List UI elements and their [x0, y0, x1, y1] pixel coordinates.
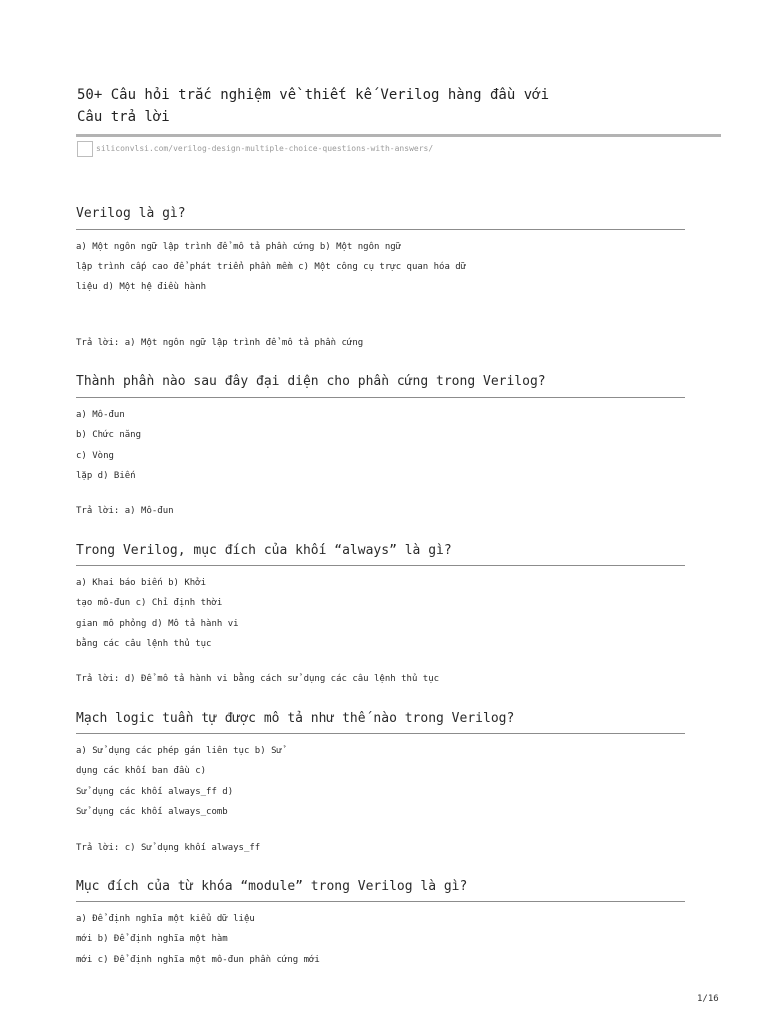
option-line: c) Vòng: [76, 451, 114, 461]
question-heading: Mục đích của từ khóa “module” trong Verilog là gì?: [76, 879, 468, 894]
link-icon[interactable]: [77, 141, 93, 157]
option-line: mới c) Để định nghĩa một mô-đun phần cứng mới: [76, 955, 320, 965]
option-line: Sử dụng các khối always_comb: [76, 807, 228, 817]
question-heading: Thành phần nào sau đây đại diện cho phần cứng trong Verilog?: [76, 374, 546, 389]
option-line: bằng các câu lệnh thủ tục: [76, 639, 212, 649]
question-divider: [76, 229, 685, 230]
option-line: lập trình cấp cao để phát triển phần mềm c) Một công cụ trực quan hóa dữ: [76, 262, 467, 272]
answer-line: Trả lời: c) Sử dụng khối always_ff: [76, 843, 261, 853]
question-heading: Mạch logic tuần tự được mô tả như thế nào trong Verilog?: [76, 711, 515, 726]
question-heading: Verilog là gì?: [76, 206, 186, 221]
question-heading: Trong Verilog, mục đích của khối “always” là gì?: [76, 543, 452, 558]
option-line: lặp d) Biến: [76, 471, 136, 481]
option-line: a) Mô-đun: [76, 410, 125, 420]
option-line: a) Sử dụng các phép gán liên tục b) Sử: [76, 746, 282, 756]
title-divider: [76, 134, 721, 137]
option-line: gian mô phỏng d) Mô tả hành vi: [76, 619, 239, 629]
source-url[interactable]: siliconvlsi.com/verilog-design-multiple-choice-questions-with-answers/: [96, 144, 434, 153]
answer-line: Trả lời: d) Để mô tả hành vi bằng cách sử dụng các câu lệnh thủ tục: [76, 674, 440, 684]
title-line-2: Câu trả lời: [77, 109, 170, 125]
option-line: a) Để định nghĩa một kiểu dữ liệu: [76, 914, 255, 924]
answer-line: Trả lời: a) Mô-đun: [76, 506, 174, 516]
option-line: a) Một ngôn ngữ lập trình để mô tả phần cứng b) Một ngôn ngữ: [76, 242, 402, 252]
document-title: [77, 84, 677, 128]
question-divider: [76, 901, 685, 902]
question-divider: [76, 565, 685, 566]
title-line-1: 50+ Câu hỏi trắc nghiệm về thiết kế Verilog hàng đầu với: [77, 87, 550, 103]
option-line: b) Chức năng: [76, 430, 142, 440]
option-line: mới b) Để định nghĩa một hàm: [76, 934, 228, 944]
option-line: liệu d) Một hệ điều hành: [76, 282, 207, 292]
option-line: dụng các khối ban đầu c): [76, 766, 207, 776]
question-divider: [76, 397, 685, 398]
option-line: a) Khai báo biến b) Khởi: [76, 578, 207, 588]
option-line: Sử dụng các khối always_ff d): [76, 787, 234, 797]
option-line: tạo mô-đun c) Chỉ định thời: [76, 598, 223, 608]
page-number: 1/16: [697, 994, 719, 1004]
answer-line: Trả lời: a) Một ngôn ngữ lập trình để mô tả phần cứng: [76, 338, 364, 348]
question-divider: [76, 733, 685, 734]
